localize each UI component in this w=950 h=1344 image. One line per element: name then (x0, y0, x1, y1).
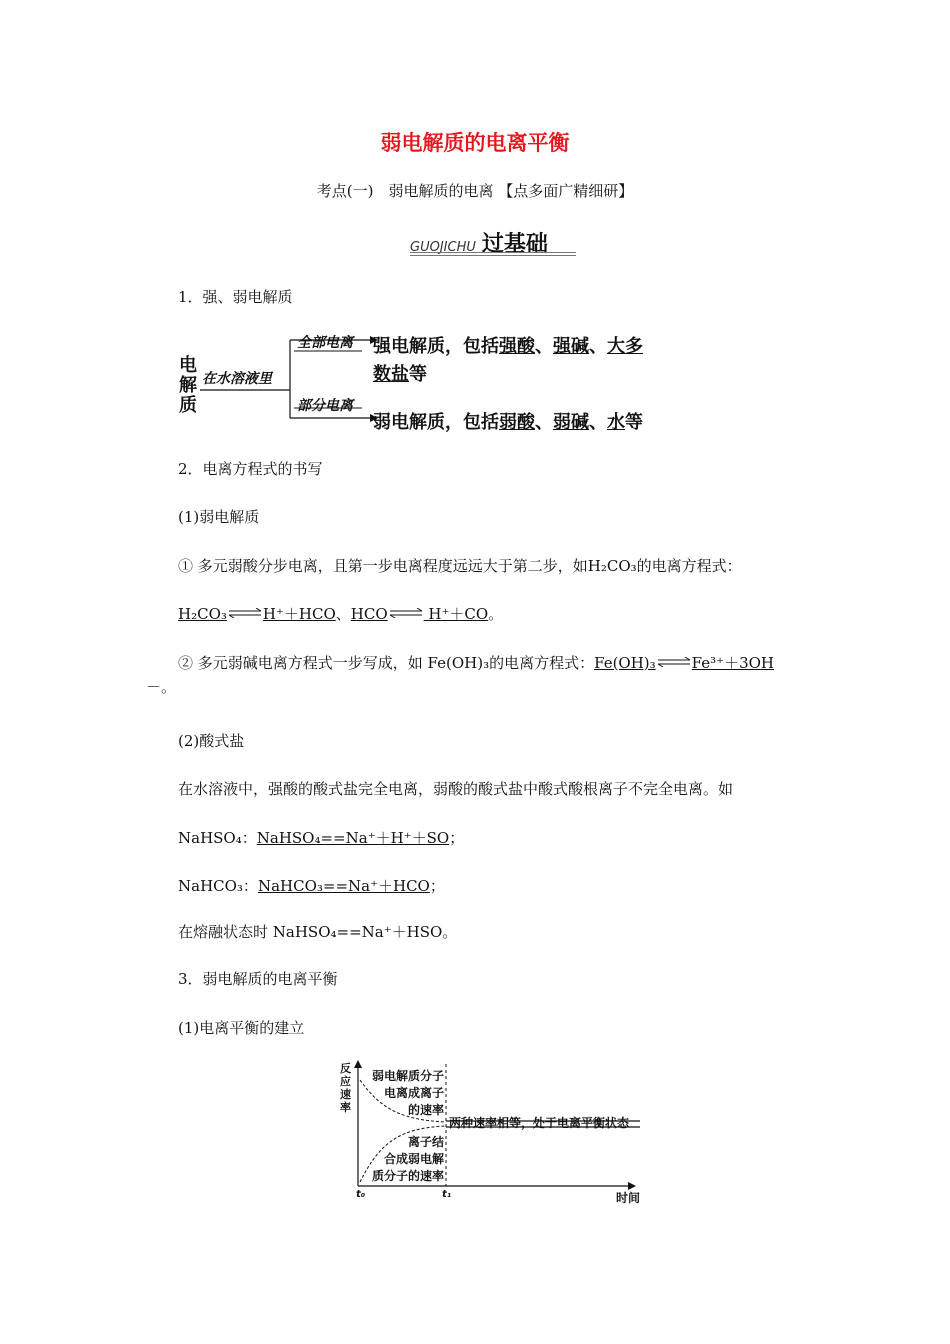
chart-x-axis-label: 时间 (616, 1191, 641, 1205)
banner-pinyin: GUOJICHU (410, 240, 476, 255)
equilibrium-setup-subheading: (1)电离平衡的建立 (178, 1019, 305, 1037)
lower-branch-label: 部分电离 (297, 398, 353, 414)
strong-electrolyte-line2: 数盐等 (373, 364, 427, 385)
section-2-heading: 2．电离方程式的书写 (178, 460, 323, 478)
nahco3-equation: NaHCO₃：NaHCO₃==Na⁺＋HCO； (178, 877, 445, 895)
page-title: 弱电解质的电离平衡 (380, 130, 570, 155)
chart-equilibrium-note: 两种速率相等，处于电离平衡状态 (449, 1116, 630, 1130)
chart-t1-label: t₁ (442, 1189, 452, 1200)
section-banner (410, 227, 548, 258)
polybase-paragraph-tail: －。 (146, 678, 177, 696)
section-3-heading: 3．弱电解质的电离平衡 (178, 970, 338, 988)
nahso4-equation: NaHSO₄：NaHSO₄==Na⁺＋H⁺＋SO； (178, 829, 465, 847)
chart-lower-rate-note: 离子结 合成弱电解 质分子的速率 (371, 1135, 444, 1183)
strong-electrolyte-line1: 强电解质，包括强酸、强碱、大多 (373, 336, 643, 357)
weak-electrolyte-subheading: (1)弱电解质 (178, 508, 260, 526)
weak-electrolyte-line: 弱电解质，包括弱酸、弱碱、水等 (373, 412, 643, 433)
polybase-paragraph: ② 多元弱碱电离方程式一步写成，如 Fe(OH)₃的电离方程式：Fe(OH)₃ Fe³⁺＋3OH (178, 654, 774, 672)
banner-label: 过基础 (481, 232, 548, 257)
molten-nahso4-equation: 在熔融状态时 NaHSO₄==Na⁺＋HSO。 (178, 923, 458, 941)
chart-t0-label: t₀ (356, 1189, 366, 1200)
diagram-root: 电 解 质 (179, 355, 197, 416)
carbonic-acid-equation: H₂CO₃ H⁺＋HCO、HCO H⁺＋CO。 (178, 605, 504, 623)
acid-salt-paragraph: 在水溶液中，强酸的酸式盐完全电离，弱酸的酸式盐中酸式酸根离子不完全电离。如 (178, 780, 734, 798)
banner-underline (410, 252, 576, 256)
upper-branch-label: 全部电离 (297, 335, 353, 351)
electrolyte-classification-diagram (170, 320, 690, 435)
polyacid-paragraph: ① 多元弱酸分步电离，且第一步电离程度远远大于第二步，如H₂CO₃的电离方程式： (178, 557, 742, 575)
ionization-equilibrium-chart (330, 1058, 650, 1206)
chart-y-axis-label: 反应速率 (340, 1062, 351, 1114)
topic-subtitle: 考点(一) 弱电解质的电离 【点多面广精细研】 (316, 182, 634, 200)
branch-condition: 在水溶液里 (202, 371, 272, 387)
acid-salt-subheading: (2)酸式盐 (178, 732, 245, 750)
section-1-heading: 1．强、弱电解质 (178, 288, 293, 306)
chart-upper-rate-note: 弱电解质分子 电离成离子 的速率 (371, 1069, 444, 1117)
